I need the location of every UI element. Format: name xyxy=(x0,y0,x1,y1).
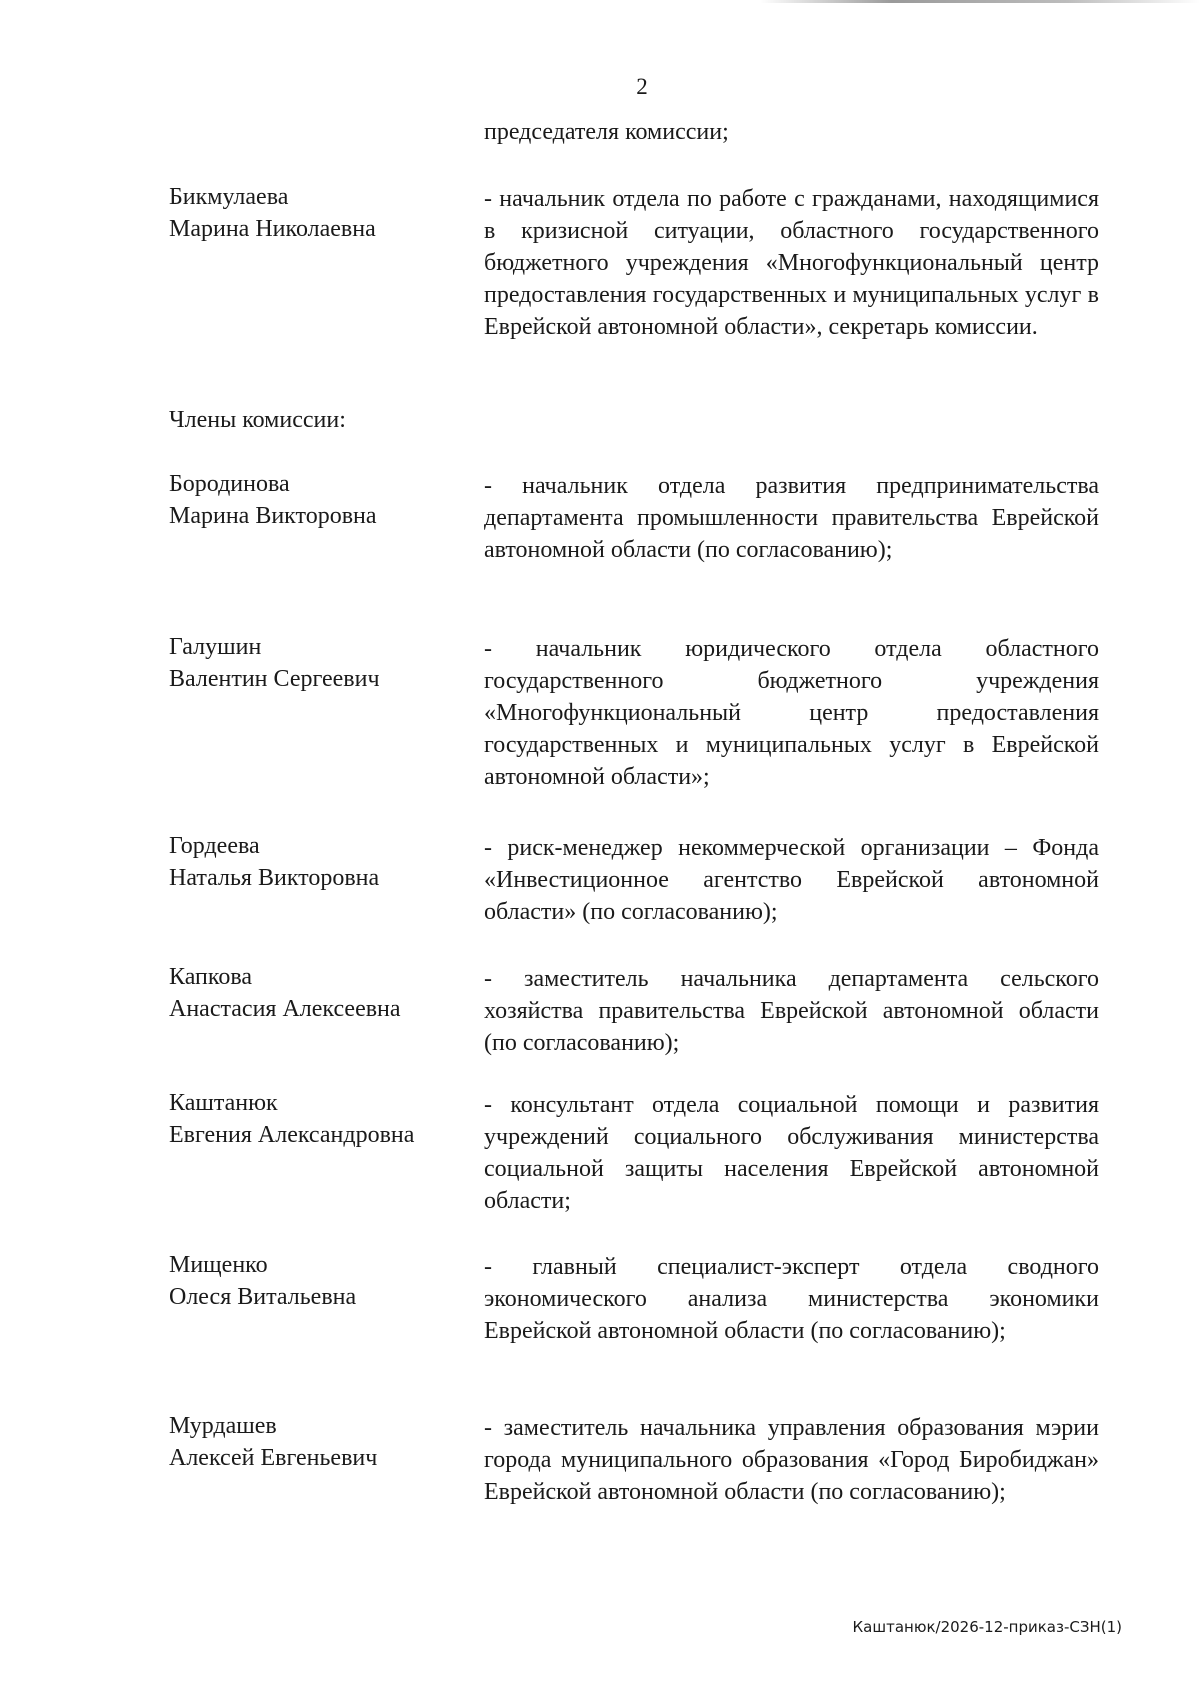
member-surname: Гордеева xyxy=(169,833,260,859)
document-code: Каштанюк/2026-12-приказ-СЗН(1) xyxy=(852,1618,1122,1636)
member-given-names: Наталья Викторовна xyxy=(169,865,380,891)
member-given-names: Евгения Александровна xyxy=(169,1122,415,1148)
member-given-names: Олеся Витальевна xyxy=(169,1284,357,1310)
member-surname: Капкова xyxy=(169,964,252,990)
member-surname: Каштанюк xyxy=(169,1090,278,1116)
member-name xyxy=(169,1087,469,1151)
member-role: - начальник отдела развития предпринимательства департамента промышленности правительства Еврейской автономной области (по согласованию); xyxy=(484,473,1099,563)
member-given-names: Валентин Сергеевич xyxy=(169,666,380,692)
member-surname: Галушин xyxy=(169,634,262,660)
members-heading: Члены комиссии: xyxy=(169,407,346,433)
scan-edge-line xyxy=(760,0,1200,3)
member-role: - консультант отдела социальной помощи и развития учреждений социального обслуживания министерства социальной защиты населения Еврейской автономной области; xyxy=(484,1092,1099,1214)
member-role: - заместитель начальника управления образования мэрии города муниципального образования «Город Биробиджан» Еврейской автономной области (по согласованию); xyxy=(484,1415,1099,1505)
member-name xyxy=(169,1410,469,1474)
member-surname: Бородинова xyxy=(169,471,290,497)
member-name xyxy=(169,830,469,894)
member-role: - риск-менеджер некоммерческой организации – Фонда «Инвестиционное агентство Еврейской автономной области» (по согласованию); xyxy=(484,835,1099,925)
member-name xyxy=(169,1249,469,1313)
member-name xyxy=(169,631,469,695)
member-given-names: Марина Николаевна xyxy=(169,216,376,242)
member-given-names: Марина Викторовна xyxy=(169,503,377,529)
member-surname: Мурдашев xyxy=(169,1413,277,1439)
member-name xyxy=(169,468,469,532)
member-role: - начальник юридического отдела областного государственного бюджетного учреждения «Многофункциональный центр предоставления государственных и муниципальных услуг в Еврейской автономной области»; xyxy=(484,636,1099,790)
member-name xyxy=(169,181,469,245)
continuation-text: председателя комиссии; xyxy=(484,119,729,145)
member-role: - начальник отдела по работе с гражданами, находящимися в кризисной ситуации, областного государственного бюджетного учреждения «Многофункциональный центр предоставления государственных и муниципальных услуг в Еврейской автономной области», секретарь комиссии. xyxy=(484,186,1099,340)
member-name xyxy=(169,961,469,1025)
member-given-names: Анастасия Алексеевна xyxy=(169,996,401,1022)
member-given-names: Алексей Евгеньевич xyxy=(169,1445,378,1471)
member-surname: Мищенко xyxy=(169,1252,268,1278)
page-number: 2 xyxy=(636,74,648,99)
member-role: - заместитель начальника департамента сельского хозяйства правительства Еврейской автономной области (по согласованию); xyxy=(484,966,1099,1056)
member-role: - главный специалист-эксперт отдела сводного экономического анализа министерства экономики Еврейской автономной области (по согласованию); xyxy=(484,1254,1099,1344)
member-surname: Бикмулаева xyxy=(169,184,289,210)
